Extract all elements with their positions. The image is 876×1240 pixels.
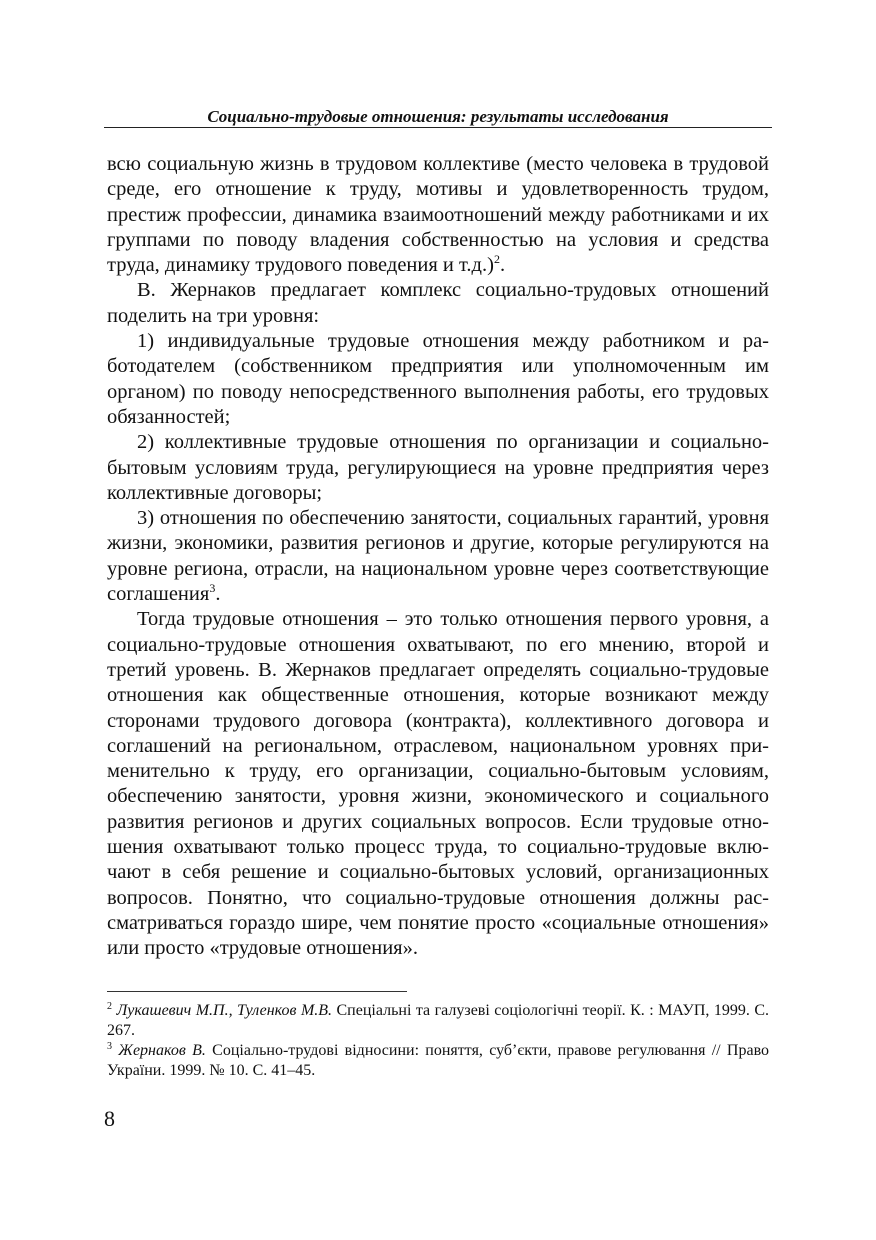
list-item: 3) отношения по обеспечению занятости, социальных гарантий, уровня жизни, экономики, развития регионов и другие, которые регулируются на уровне региона, отрасли, на национальном уровне через соответствующие соглашения$^3$. [107, 507, 769, 606]
footnote-mark: 3 [107, 1041, 112, 1052]
footnote-authors: Лукашевич М.П., Туленков М.В. [116, 1002, 333, 1019]
footnote-mark: 2 [107, 1001, 112, 1012]
header-rule [104, 127, 772, 128]
paragraph: всю социальную жизнь в трудовом коллективе (место человека в трудовой среде, его отношение к труду, мотивы и удовлетворенность трудом, престиж профессии, динамика взаимоотношений между работниками и их группами по поводу владения собственностью на условия и средства труда, динамику трудового поведения и т.д.)$^2$. [107, 153, 769, 277]
running-head: Социально-трудовые отношения: результаты исследования [207, 107, 669, 126]
list-item: 1) индивидуальные трудовые отношения между работником и работодателем (собственником предприятия или уполномоченным им органом) по поводу непосредственного выполнения работы, его трудовых обязанностей; [107, 330, 769, 428]
list-item: 2) коллективные трудовые отношения по организации и социально-бытовым условиям труда, регулирующиеся на уровне предприятия через коллективные договоры; [107, 431, 769, 504]
footnote-authors: Жернаков В. [118, 1042, 206, 1059]
footnote [107, 1041, 769, 1081]
footnotes [107, 1001, 769, 1081]
footnote [107, 1001, 769, 1041]
page-number: 8 [104, 1106, 115, 1131]
footnote-rule [107, 991, 407, 992]
paragraph: Тогда трудовые отношения – это только отношения первого уровня, а социально-трудовые отношения охватывают, по его мнению, второй и третий уровень. В. Жернаков предлагает определять социально-трудовые отношения как общественные отношения, которые возникают между сторонами трудового договора (контракта), коллективного договора и соглашений на региональном, отраслевом, национальном уровнях применительно к труду, его организации, социально-бытовым условиям, обеспечению занятости, уровня жизни, экономического и социального развития регионов и других социальных вопросов. Если трудовые отношения охватывают только процесс труда, то социально-трудовые включают в себя решение и социально-бытовых условий, организационных вопросов. Понятно, что социально-трудовые отношения должны рассматриваться гораздо шире, чем понятие просто «социальные отношения» или просто «трудовые отношения». [107, 608, 769, 960]
footnote-text: Соціально-трудові відносини: поняття, суб’єкти, правове регулювання // Право України. 1999. № 10. С. 41–45. [107, 1042, 770, 1079]
footnote-text: Спеціальні та галузеві соціологічні теорії. К. : МАУП, 1999. С. 267. [107, 1002, 770, 1039]
paragraph: В. Жернаков предлагает комплекс социально-трудовых отношений поделить на три уровня: [107, 279, 769, 327]
footnote-ref: 3 [209, 581, 216, 596]
footnote-ref: 2 [493, 252, 500, 267]
body-text [107, 152, 769, 962]
